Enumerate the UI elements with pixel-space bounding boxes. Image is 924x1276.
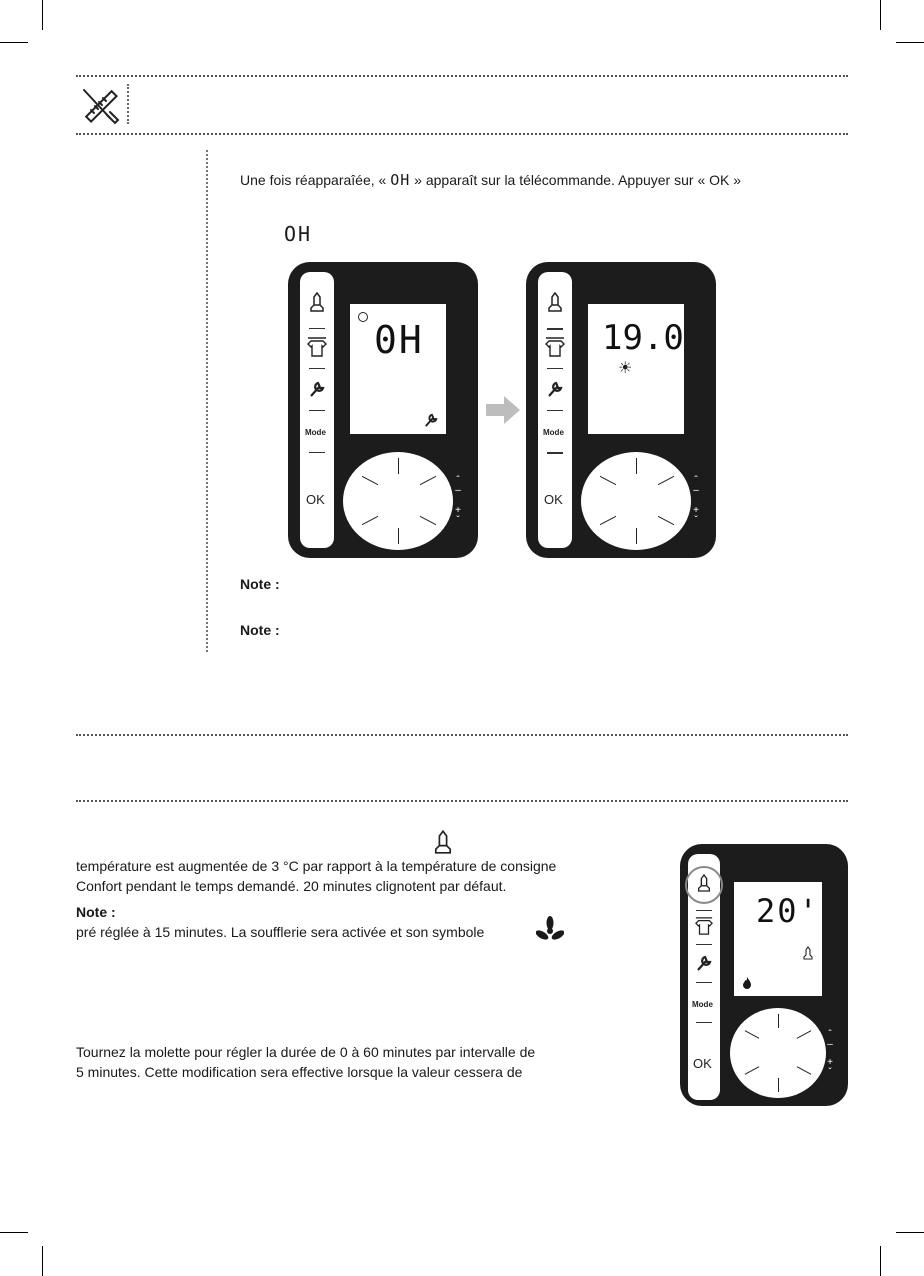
dial-knob[interactable] (730, 1008, 826, 1098)
mode-button[interactable]: Mode (305, 428, 326, 437)
remote-control (526, 262, 716, 558)
lcd-screen (350, 304, 446, 434)
shirt-icon[interactable] (695, 916, 713, 936)
clock-icon (358, 312, 368, 322)
crop-mark (896, 42, 924, 43)
note-label: Note : (76, 904, 116, 920)
crop-mark (0, 1232, 28, 1233)
header-separator (127, 84, 129, 124)
body-text: 5 minutes. Cette modification sera effective lorsque la valeur cessera de (76, 1064, 523, 1080)
remote-control (288, 262, 478, 558)
lcd-display-value: 20' (756, 892, 820, 930)
divider (76, 800, 848, 802)
button-strip (538, 272, 572, 548)
crop-mark (42, 0, 43, 30)
crop-mark (896, 1232, 924, 1233)
wrench-icon[interactable] (309, 380, 325, 398)
plus-indicator: + ˇ (827, 1057, 833, 1078)
boost-icon[interactable] (546, 292, 564, 312)
lcd-screen (588, 304, 684, 434)
arrow-right-icon (484, 394, 522, 426)
crop-mark (880, 0, 881, 30)
mode-button[interactable]: Mode (692, 1000, 713, 1009)
lcd-display-value: 19.0 (602, 318, 684, 358)
mode-button[interactable]: Mode (543, 428, 564, 437)
tools-icon (80, 84, 120, 126)
boost-icon (432, 830, 454, 854)
body-text: Tournez la molette pour régler la durée de 0 à 60 minutes par intervalle de (76, 1044, 536, 1060)
flame-icon (742, 976, 752, 988)
crop-mark (42, 1246, 43, 1276)
lcd-code-inline: OH (390, 171, 411, 189)
wrench-icon (424, 412, 438, 428)
shirt-icon[interactable] (545, 336, 565, 358)
minus-indicator: ˆ – (693, 475, 699, 496)
divider (76, 133, 848, 135)
button-strip (300, 272, 334, 548)
body-text: température est augmentée de 3 °C par rapport à la température de consigne (76, 858, 557, 874)
note-label: Note : (240, 576, 280, 592)
plus-indicator: + ˇ (693, 505, 699, 526)
minus-indicator: ˆ – (827, 1029, 833, 1050)
divider (76, 75, 848, 77)
crop-mark (0, 42, 28, 43)
body-text: pré réglée à 15 minutes. La soufflerie sera activée et son symbole (76, 924, 485, 940)
note-label: Note : (240, 622, 280, 638)
ok-button[interactable]: OK (544, 492, 563, 507)
lcd-display-value: 0H (374, 318, 424, 362)
boost-icon (802, 946, 814, 960)
ok-button[interactable]: OK (306, 492, 325, 507)
lcd-code: OH (284, 222, 313, 246)
divider (76, 734, 848, 736)
remote-control (680, 844, 848, 1106)
section-rule (206, 150, 208, 652)
crop-mark (880, 1246, 881, 1276)
button-strip (688, 854, 720, 1100)
dial-knob[interactable] (581, 452, 691, 550)
wrench-icon[interactable] (547, 380, 563, 398)
sun-icon: ☀ (618, 360, 633, 377)
minus-indicator: ˆ – (455, 475, 461, 496)
plus-indicator: + ˇ (455, 505, 461, 526)
ok-button[interactable]: OK (693, 1056, 712, 1071)
boost-icon (696, 874, 712, 892)
body-text: Confort pendant le temps demandé. 20 minutes clignotent par défaut. (76, 878, 507, 894)
wrench-icon[interactable] (696, 954, 712, 972)
dial-knob[interactable] (343, 452, 453, 550)
fan-icon (536, 916, 564, 942)
boost-icon[interactable] (308, 292, 326, 312)
shirt-icon[interactable] (307, 336, 327, 358)
intro-line: Une fois réapparaîée, « OH » apparaît sur la télécommande. Appuyer sur « OK » (240, 171, 742, 189)
lcd-screen (734, 882, 822, 996)
